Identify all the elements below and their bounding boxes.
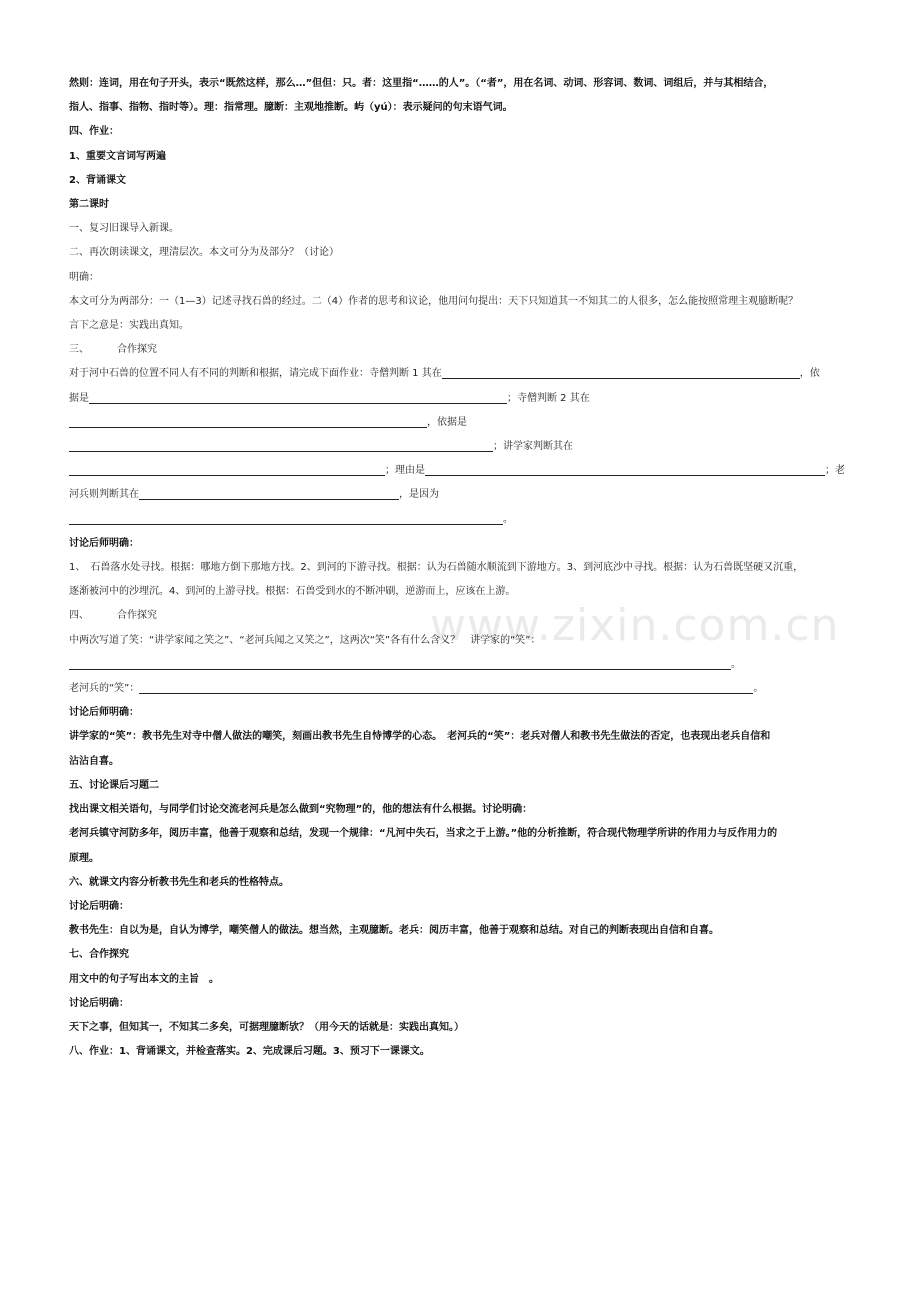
section-heading: 七、合作探究 bbox=[69, 949, 129, 961]
text-line: 讨论后明确： bbox=[69, 900, 129, 912]
text-line: 二、再次朗读课文，理清层次。本文可分为及部分？（讨论） bbox=[69, 247, 339, 259]
text-line: 逐渐被河中的沙埋沉。4、到河的上游寻找。根据：石兽受到水的不断冲刷，逆游而上，应该在上游。 bbox=[69, 586, 516, 598]
watermark: www.zixin.com.cn bbox=[430, 600, 840, 651]
list-item: 2、背诵课文 bbox=[69, 174, 126, 186]
text-segment: 河兵则判断其在 bbox=[69, 489, 139, 501]
text-segment: ；讲学家判断其在 bbox=[493, 441, 573, 453]
text-segment: ，依 bbox=[799, 368, 820, 380]
text-segment: 。 bbox=[731, 658, 741, 670]
section-heading: 四、作业： bbox=[69, 126, 119, 138]
section-number: 四、 bbox=[69, 610, 89, 622]
text-segment: ，依据是 bbox=[427, 416, 467, 428]
section-heading bbox=[69, 338, 851, 362]
section-title: 合作探究 bbox=[117, 344, 157, 356]
fill-line bbox=[69, 387, 851, 411]
section-heading: 八、作业：1、背诵课文，并检查落实。2、完成课后习题。3、预习下一课课文。 bbox=[69, 1046, 430, 1058]
answer-blank[interactable] bbox=[442, 364, 800, 379]
section-title: 合作探究 bbox=[117, 610, 157, 622]
text-line: 讨论后师明确： bbox=[69, 537, 139, 549]
fill-line bbox=[69, 435, 851, 459]
fill-line bbox=[69, 362, 851, 386]
section-heading: 五、讨论课后习题二 bbox=[69, 779, 159, 791]
text-line: 1、 石兽落水处寻找。根据：哪地方倒下那地方找。2、到河的下游寻找。根据：认为石兽随水顺流到下游地方。3、到河底沙中寻找。根据：认为石兽既坚硬又沉重， bbox=[69, 562, 804, 574]
text-line: 用文中的句子写出本文的主旨 。 bbox=[69, 973, 219, 985]
text-line: 讨论后明确： bbox=[69, 997, 129, 1009]
text-segment: 。 bbox=[503, 513, 513, 525]
fill-line bbox=[69, 411, 851, 435]
text-line: 原理。 bbox=[69, 852, 99, 864]
text-line: 找出课文相关语句，与同学们讨论交流老河兵是怎么做到“究物理”的，他的想法有什么根据。讨论明确： bbox=[69, 804, 533, 816]
fill-line bbox=[69, 508, 851, 532]
text-line: 讨论后师明确： bbox=[69, 707, 139, 719]
document-body bbox=[69, 72, 851, 1064]
text-segment: ；寺僧判断 2 其在 bbox=[507, 392, 590, 404]
text-line: 明确： bbox=[69, 271, 99, 283]
fill-line bbox=[69, 459, 851, 483]
text-line: 然则：连词，用在句子开头，表示“既然这样，那么…”但但：只。者：这里指“……的人”。（“者”，用在名词、动词、形容词、数词、词组后，并与其相结合， bbox=[69, 78, 774, 89]
fill-line bbox=[69, 653, 851, 677]
text-line: 讲学家的“笑”：教书先生对寺中僧人做法的嘲笑，刻画出教书先生自恃博学的心态。 老河兵的“笑”：老兵对僧人和教书先生做法的否定，也表现出老兵自信和 bbox=[69, 731, 771, 743]
text-segment: ；理由是 bbox=[385, 465, 425, 477]
text-segment: 。 bbox=[753, 683, 764, 695]
text-segment: 据是 bbox=[69, 392, 89, 404]
text-line: 天下之事，但知其一，不知其二多矣，可据理臆断欤？（用今天的话就是：实践出真知。） bbox=[69, 1021, 464, 1033]
answer-blank[interactable] bbox=[69, 655, 731, 670]
text-line: 言下之意是：实践出真知。 bbox=[69, 320, 189, 332]
text-segment: ；老 bbox=[825, 465, 845, 477]
text-segment: 老河兵的“笑”： bbox=[69, 683, 140, 695]
answer-blank[interactable] bbox=[139, 679, 753, 694]
text-segment: 对于河中石兽的位置不同人有不同的判断和根据，请完成下面作业：寺僧判断 1 其在 bbox=[69, 368, 442, 380]
answer-blank[interactable] bbox=[69, 461, 385, 476]
answer-blank[interactable] bbox=[69, 413, 427, 428]
text-line: 沾沾自喜。 bbox=[69, 755, 119, 767]
section-heading bbox=[69, 604, 851, 628]
text-line: 教书先生：自以为是，自认为博学，嘲笑僧人的做法。想当然，主观臆断。老兵：阅历丰富，他善于观察和总结。对自己的判断表现出自信和自喜。 bbox=[69, 925, 719, 937]
text-line: 中两次写道了笑：“讲学家闻之笑之”、“老河兵闻之又笑之”，这两次“笑”各有什么含义？ 讲学家的“笑”： bbox=[69, 634, 541, 646]
answer-blank[interactable] bbox=[89, 389, 507, 404]
text-line: 本文可分为两部分：一（1—3）记述寻找石兽的经过。二（4）作者的思考和议论，他用问句提出：天下只知道其一不知其二的人很多，怎么能按照常理主观臆断呢？ bbox=[69, 295, 799, 307]
list-item: 1、重要文言词写两遍 bbox=[69, 150, 166, 162]
text-segment: ，是因为 bbox=[399, 489, 439, 501]
answer-blank[interactable] bbox=[425, 461, 825, 476]
text-line: 指人、指事、指物、指时等）。理：指常理。臆断：主观地推断。屿（yú）：表示疑问的句末语气词。 bbox=[69, 102, 513, 114]
answer-blank[interactable] bbox=[69, 510, 503, 525]
lesson-heading: 第二课时 bbox=[69, 199, 109, 211]
fill-line bbox=[69, 677, 851, 701]
answer-blank[interactable] bbox=[69, 437, 493, 452]
fill-line bbox=[69, 483, 851, 507]
text-line: 一、复习旧课导入新课。 bbox=[69, 223, 179, 235]
section-number: 三、 bbox=[69, 344, 89, 356]
answer-blank[interactable] bbox=[139, 485, 399, 500]
text-line: 老河兵镇守河防多年，阅历丰富，他善于观察和总结，发现一个规律：“凡河中失石，当求之于上游。”他的分析推断，符合现代物理学所讲的作用力与反作用力的 bbox=[69, 828, 778, 840]
section-heading: 六、就课文内容分析教书先生和老兵的性格特点。 bbox=[69, 876, 289, 888]
